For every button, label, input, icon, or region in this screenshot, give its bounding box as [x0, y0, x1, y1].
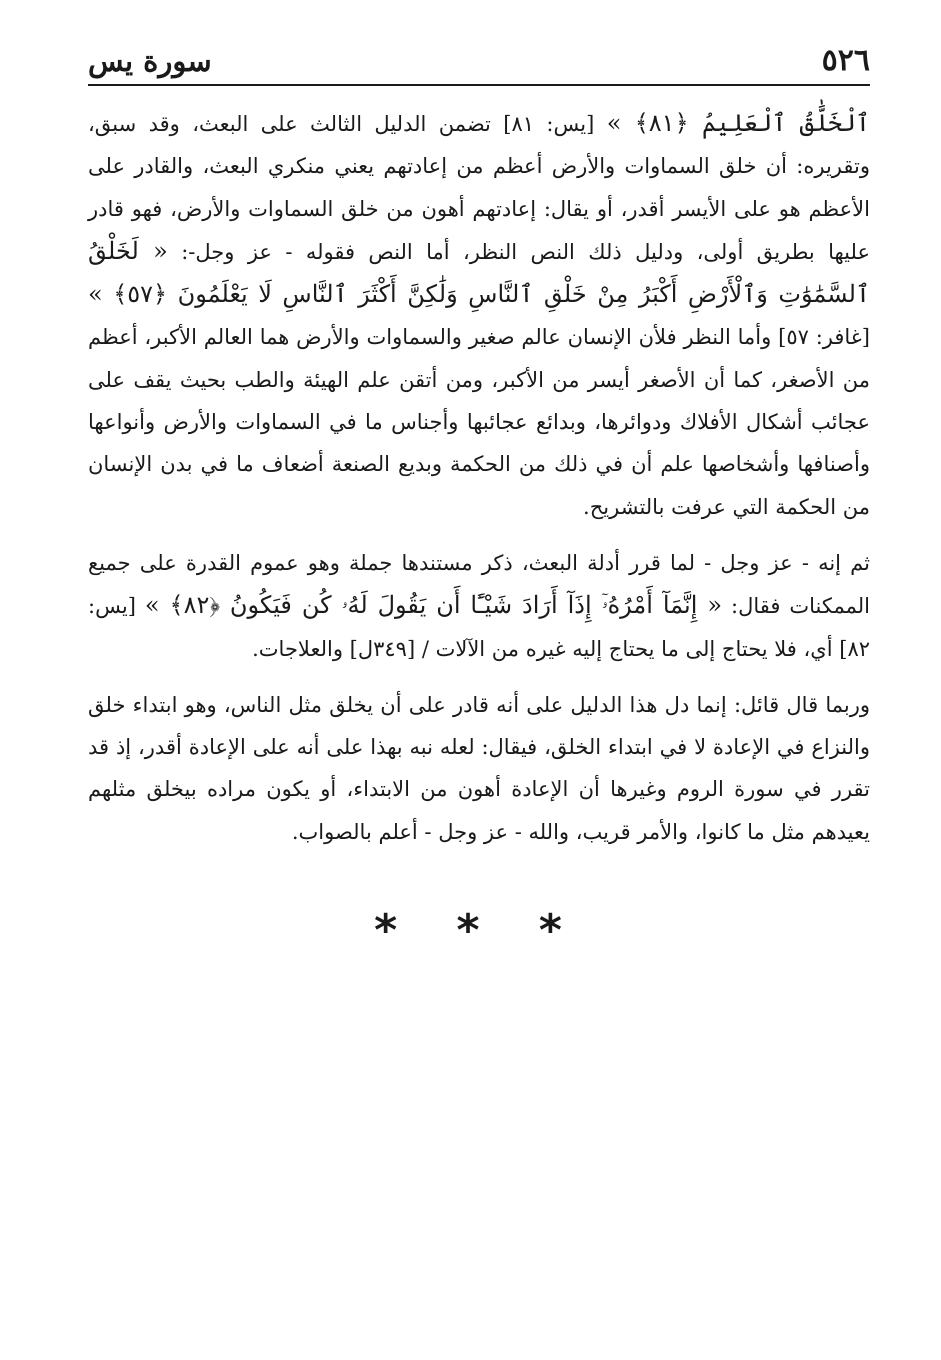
paragraph-text: وربما قال قائل: إنما دل هذا الدليل على أنه قادر على أن يخلق مثل الناس، وهو ابتداء خلق والنزاع في الإعادة لا في ابتداء الخلق، فيقال: لعله نبه بهذا على أنه على الإعادة أقدر، إذ قد تقرر في سورة الروم وغيرها أن الإعادة أهون من الابتداء، أو يكون مراده بيخلق مثلهم يعيدهم مثل ما كانوا، والأمر قريب، والله - عز وجل - أعلم بالصواب.	[88, 692, 870, 844]
surah-title: سورة يس	[88, 44, 212, 78]
paragraph-text: [غافر: ٥٧] وأما النظر فلأن الإنسان عالم صغير والسماوات والأرض هما العالم الأكبر، أعظم من الأصغر، كما أن الأصغر أيسر من الأكبر، ومن أتقن علم الهيئة والطب بحيث يقف على عجائب أشكال الأفلاك ودوائرها، وبدائع عجائبها وأجناس ما في السماوات والأرض وأنواعها وأصنافها وأشخاصها علم أن في ذلك من الحكمة وبديع الصنعة أضعاف ما في بدن الإنسان من الحكمة التي عرفت بالتشريح.	[88, 325, 870, 519]
paragraph-2	[88, 542, 870, 670]
body-text	[88, 102, 870, 853]
quran-verse: « إِنَّمَآ أَمْرُهُۥٓ إِذَآ أَرَادَ شَيْـًٔا أَن يَقُولَ لَهُۥ كُن فَيَكُونُ ﴿٨٢﴾ »	[144, 591, 723, 620]
book-page	[88, 28, 870, 1328]
paragraph-1	[88, 102, 870, 528]
paragraph-text: ثم إنه - عز وجل - لما قرر أدلة البعث، ذكر مستندها جملة وهو عموم القدرة على جميع الممكنات فقال:	[88, 550, 870, 619]
section-separator: * * *	[374, 905, 584, 957]
quran-verse: ٱلْخَلَّٰقُ ٱلْعَلِيمُ ﴿٨١﴾ »	[606, 109, 870, 137]
paragraph-3	[88, 684, 870, 853]
page-number: ٥٢٦	[821, 43, 870, 78]
paragraph-text: [يس: ٨٢] أي، فلا يحتاج إلى ما يحتاج إليه غيره من الآلات / [٣٤٩ل] والعلاجات.	[88, 594, 870, 661]
page-header	[88, 28, 870, 86]
paragraph-text: [يس: ٨١] تضمن الدليل الثالث على البعث، وقد سبق، وتقريره: أن خلق السماوات والأرض أعظم من إعادتهم يعني منكري البعث، والقادر على الأعظم هو على الأيسر أقدر، أو يقال: إعادتهم أهون من خلق السماوات والأرض، فهو قادر عليها بطريق أولى، ودليل ذلك النص النظر، أما النص فقوله - عز وجل-:	[88, 112, 870, 264]
quran-verse: « لَخَلْقُ ٱلسَّمَٰوَٰتِ وَٱلْأَرْضِ أَكْبَرُ مِنْ خَلْقِ ٱلنَّاسِ وَلَٰكِنَّ أَكْثَرَ ٱلنَّاسِ لَا يَعْلَمُونَ ﴿٥٧﴾ »	[88, 236, 871, 309]
